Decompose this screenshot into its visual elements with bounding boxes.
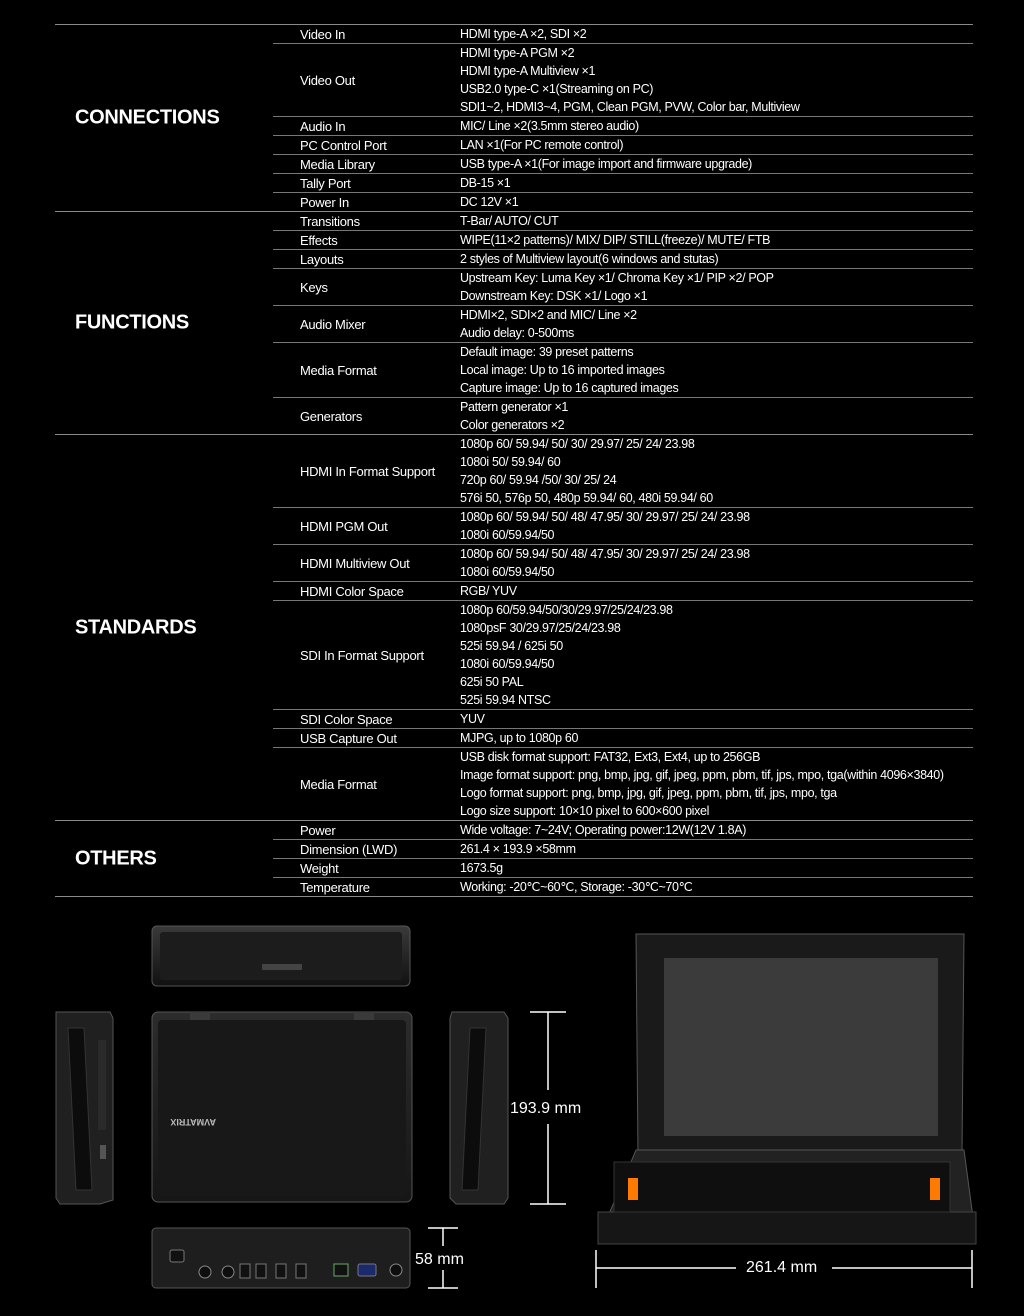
spec-value: YUV <box>460 712 485 726</box>
spec-row <box>273 212 973 230</box>
spec-row <box>273 709 973 728</box>
width-label: 261.4 mm <box>746 1259 818 1276</box>
spec-value: USB disk format support: FAT32, Ext3, Ext4, up to 256GB <box>460 750 761 764</box>
spec-value: 1080p 60/59.94/50/30/29.97/25/24/23.98 <box>460 603 673 617</box>
spec-value: 1080p 60/ 59.94/ 50/ 30/ 29.97/ 25/ 24/ 23.98 <box>460 437 695 451</box>
section-standards <box>55 434 973 820</box>
section-title: STANDARDS <box>75 616 197 638</box>
spec-table <box>55 24 973 897</box>
depth-label: 58 mm <box>415 1251 464 1268</box>
spec-value: 1080psF 30/29.97/25/24/23.98 <box>460 621 621 635</box>
brand-logo: AVMATRIX <box>170 1117 216 1127</box>
section-title: OTHERS <box>75 847 157 869</box>
spec-value: RGB/ YUV <box>460 584 517 598</box>
spec-row <box>273 507 973 544</box>
spec-row <box>273 268 973 305</box>
spec-value: 261.4 × 193.9 ×58mm <box>460 842 576 856</box>
spec-value: HDMI type-A ×2, SDI ×2 <box>460 27 587 41</box>
spec-value: T-Bar/ AUTO/ CUT <box>460 214 559 228</box>
spec-label: Audio In <box>300 118 346 134</box>
spec-row <box>273 230 973 249</box>
spec-label: Layouts <box>300 251 344 267</box>
spec-label: Media Format <box>300 776 377 792</box>
spec-row <box>273 839 973 858</box>
spec-value: Working: -20℃~60℃, Storage: -30℃~70℃ <box>460 880 693 894</box>
spec-row <box>273 305 973 342</box>
spec-label: SDI In Format Support <box>300 647 424 663</box>
spec-label: Effects <box>300 232 338 248</box>
spec-row <box>273 116 973 135</box>
spec-value: 1080p 60/ 59.94/ 50/ 48/ 47.95/ 30/ 29.97/ 25/ 24/ 23.98 <box>460 547 750 561</box>
spec-value: HDMI×2, SDI×2 and MIC/ Line ×2 <box>460 308 637 322</box>
spec-label: Video In <box>300 26 346 42</box>
spec-row <box>273 821 973 839</box>
spec-value: 1080i 50/ 59.94/ 60 <box>460 455 561 469</box>
spec-value: Logo size support: 10×10 pixel to 600×600 pixel <box>460 804 710 818</box>
spec-label: Weight <box>300 860 339 876</box>
spec-value: DB-15 ×1 <box>460 176 511 190</box>
spec-row <box>273 747 973 820</box>
spec-value: LAN ×1(For PC remote control) <box>460 138 624 152</box>
spec-label: Power In <box>300 194 349 210</box>
rear-view <box>152 1228 410 1288</box>
spec-row <box>273 397 973 434</box>
spec-row <box>273 600 973 709</box>
spec-value: HDMI type-A PGM ×2 <box>460 46 575 60</box>
spec-label: Media Library <box>300 156 375 172</box>
top-view <box>152 926 410 986</box>
spec-value: SDI1~2, HDMI3~4, PGM, Clean PGM, PVW, Color bar, Multiview <box>460 100 800 114</box>
spec-row <box>273 249 973 268</box>
section-title: FUNCTIONS <box>75 311 189 334</box>
spec-label: Audio Mixer <box>300 316 366 332</box>
spec-value: Wide voltage: 7~24V; Operating power:12W(12V 1.8A) <box>460 823 747 837</box>
spec-value: Upstream Key: Luma Key ×1/ Chroma Key ×1/ PIP ×2/ POP <box>460 271 774 285</box>
spec-value: MJPG, up to 1080p 60 <box>460 731 579 745</box>
spec-label: Generators <box>300 408 363 424</box>
spec-label: PC Control Port <box>300 137 387 153</box>
spec-value: WIPE(11×2 patterns)/ MIX/ DIP/ STILL(freeze)/ MUTE/ FTB <box>460 233 771 247</box>
spec-value: Image format support: png, bmp, jpg, gif, jpeg, ppm, pbm, tif, jps, mpo, tga(within 4096×3840) <box>460 768 944 782</box>
spec-row <box>273 173 973 192</box>
spec-label: Keys <box>300 279 328 295</box>
spec-row <box>273 25 973 43</box>
lid-view <box>152 1012 412 1202</box>
spec-row <box>273 435 973 507</box>
spec-row <box>273 154 973 173</box>
spec-label: Tally Port <box>300 175 351 191</box>
spec-label: Power <box>300 822 336 838</box>
spec-value: Capture image: Up to 16 captured images <box>460 381 679 395</box>
spec-row <box>273 581 973 600</box>
spec-label: Transitions <box>300 213 360 229</box>
spec-label: HDMI Multiview Out <box>300 555 410 571</box>
spec-row <box>273 342 973 397</box>
spec-value: 1673.5g <box>460 861 503 875</box>
spec-row <box>273 877 973 896</box>
spec-value: 2 styles of Multiview layout(6 windows and stutas) <box>460 252 719 266</box>
spec-value: 1080i 60/59.94/50 <box>460 528 555 542</box>
spec-label: SDI Color Space <box>300 711 393 727</box>
spec-label: Dimension (LWD) <box>300 841 398 857</box>
spec-value: Pattern generator ×1 <box>460 400 569 414</box>
left-side-view <box>56 1012 113 1204</box>
open-product-view <box>598 934 976 1244</box>
spec-label: Temperature <box>300 879 370 895</box>
spec-value: 525i 59.94 / 625i 50 <box>460 639 563 653</box>
spec-row <box>273 192 973 211</box>
spec-label: HDMI Color Space <box>300 583 404 599</box>
spec-value: Logo format support: png, bmp, jpg, gif, jpeg, ppm, pbm, tif, jps, mpo, tga <box>460 786 837 800</box>
spec-label: Media Format <box>300 362 377 378</box>
spec-value: 720p 60/ 59.94 /50/ 30/ 25/ 24 <box>460 473 617 487</box>
spec-value: Downstream Key: DSK ×1/ Logo ×1 <box>460 289 648 303</box>
spec-label: USB Capture Out <box>300 730 397 746</box>
product-figures <box>0 900 1024 1311</box>
spec-row <box>273 858 973 877</box>
spec-value: 1080p 60/ 59.94/ 50/ 48/ 47.95/ 30/ 29.97/ 25/ 24/ 23.98 <box>460 510 750 524</box>
section-others <box>55 820 973 897</box>
spec-row <box>273 135 973 154</box>
spec-value: Audio delay: 0-500ms <box>460 326 574 340</box>
spec-value: Color generators ×2 <box>460 418 565 432</box>
section-connections <box>55 24 973 211</box>
spec-label: Video Out <box>300 72 355 88</box>
spec-value: 525i 59.94 NTSC <box>460 693 551 707</box>
spec-value: 576i 50, 576p 50, 480p 59.94/ 60, 480i 59.94/ 60 <box>460 491 713 505</box>
spec-row <box>273 728 973 747</box>
spec-value: 1080i 60/59.94/50 <box>460 657 555 671</box>
spec-value: 625i 50 PAL <box>460 675 524 689</box>
spec-label: HDMI In Format Support <box>300 463 435 479</box>
spec-value: HDMI type-A Multiview ×1 <box>460 64 596 78</box>
height-label: 193.9 mm <box>510 1100 582 1117</box>
spec-row <box>273 43 973 116</box>
spec-value: Default image: 39 preset patterns <box>460 345 634 359</box>
section-functions <box>55 211 973 434</box>
spec-value: USB2.0 type-C ×1(Streaming on PC) <box>460 82 654 96</box>
spec-value: Local image: Up to 16 imported images <box>460 363 665 377</box>
spec-value: MIC/ Line ×2(3.5mm stereo audio) <box>460 119 639 133</box>
spec-label: HDMI PGM Out <box>300 518 388 534</box>
spec-value: 1080i 60/59.94/50 <box>460 565 555 579</box>
section-title: CONNECTIONS <box>75 106 220 129</box>
right-side-view <box>450 1012 508 1204</box>
spec-value: USB type-A ×1(For image import and firmware upgrade) <box>460 157 752 171</box>
spec-value: DC 12V ×1 <box>460 195 519 209</box>
spec-row <box>273 544 973 581</box>
